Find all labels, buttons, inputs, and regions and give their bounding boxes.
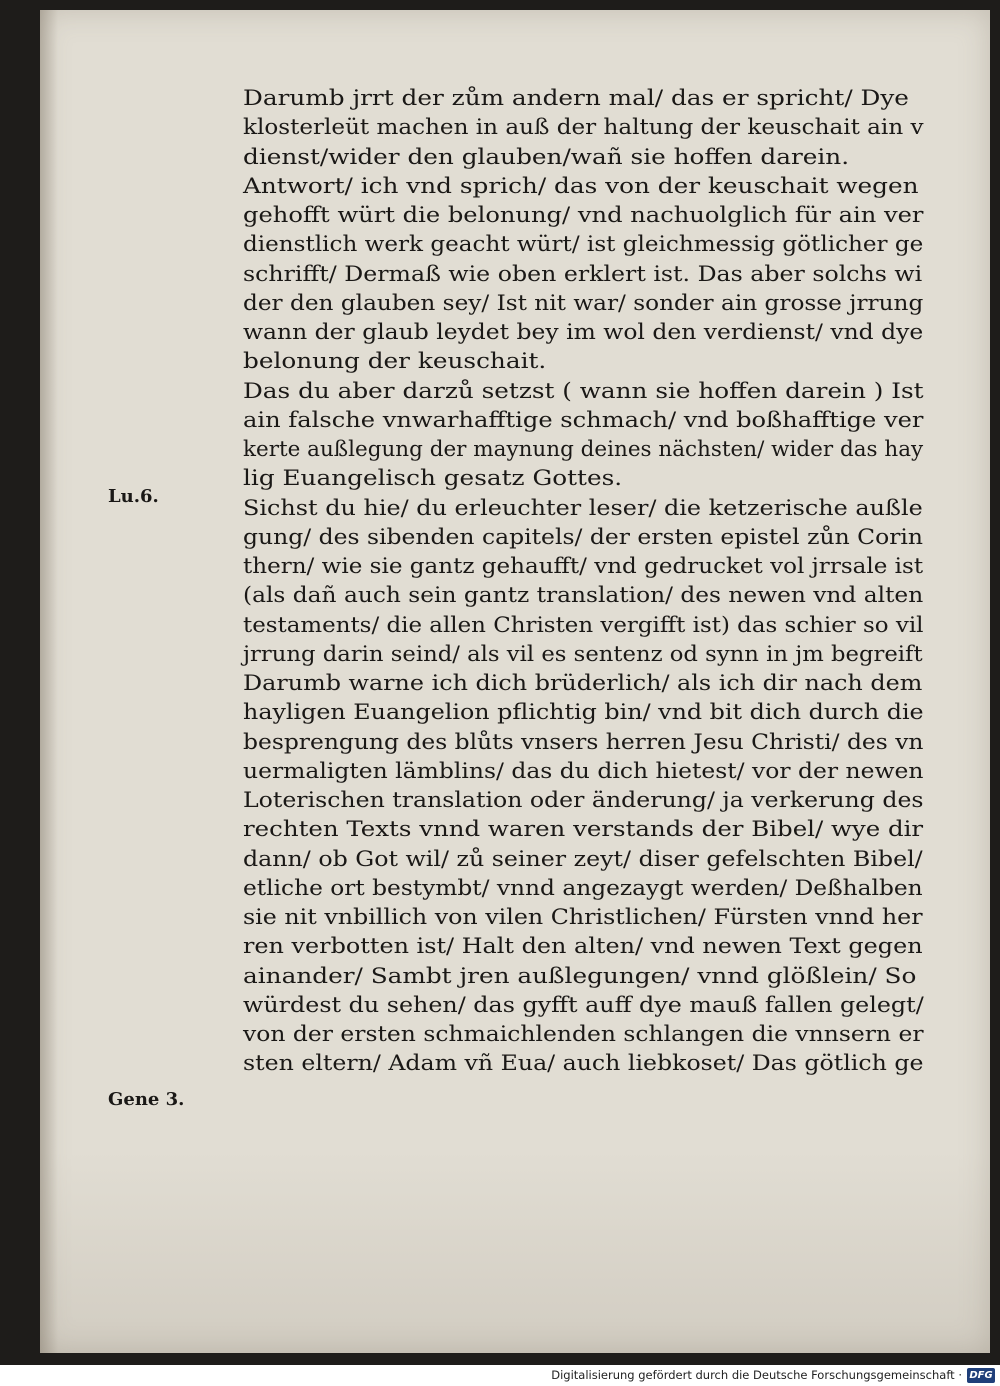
text-line: testaments/ die allen Christen vergifft ist) das schier so vil	[243, 612, 924, 638]
text-line: etliche ort bestymbt/ vnnd angezaygt werden/ Deßhalben	[243, 875, 923, 901]
text-line: schrifft/ Dermaß wie oben erklert ist. Das aber solchs wi	[243, 261, 923, 287]
text-line: sie nit vnbillich von vilen Christlichen/ Fürsten vnnd her	[243, 905, 923, 930]
text-line: dienst/wider den glauben/wañ sie hoffen darein.	[243, 144, 850, 170]
text-line: der den glauben sey/ Ist nit war/ sonder ain grosse jrrung	[243, 290, 924, 316]
digitization-credit: Digitalisierung gefördert durch die Deutsche Forschungsgemeinschaft ·	[551, 1368, 962, 1382]
text-line: ain falsche vnwarhafftige schmach/ vnd boßhafftige ver	[243, 407, 924, 433]
text-line: belonung der keuschait.	[243, 349, 547, 375]
text-line: Sichst du hie/ du erleuchter leser/ die ketzerische außle	[243, 495, 923, 521]
text-line: ren verbotten ist/ Halt den alten/ vnd newen Text gegen	[243, 934, 923, 960]
text-line: von der ersten schmaichlenden schlangen die vnnsern er	[243, 1022, 924, 1047]
margin-note-gene: Gene 3.	[108, 1089, 185, 1110]
text-line: thern/ wie sie gantz gehaufft/ vnd gedrucket vol jrrsale ist	[243, 554, 924, 579]
text-line: wann der glaub leydet bey im wol den verdienst/ vnd dye	[243, 320, 924, 345]
text-line: gehofft würt die belonung/ vnd nachuolglich für ain ver	[243, 203, 924, 228]
text-line: kerte außlegung der maynung deines nächsten/ wider das hay	[243, 437, 924, 462]
text-line: Loterischen translation oder änderung/ ja verkerung des	[243, 788, 924, 813]
text-line: Das du aber darzů setzst ( wann sie hoffen darein ) Ist	[243, 378, 924, 404]
text-line: Darumb jrrt der zům andern mal/ das er spricht/ Dye	[243, 86, 909, 111]
text-line: dann/ ob Got wil/ zů seiner zeyt/ diser gefelschten Bibel/	[243, 846, 923, 872]
margin-note-lu: Lu.6.	[108, 486, 159, 507]
text-line: hayligen Euangelion pflichtig bin/ vnd bit dich durch die	[243, 700, 924, 726]
text-line: sten eltern/ Adam vñ Eua/ auch liebkoset/ Das götlich ge	[243, 1051, 924, 1077]
page-text-block	[243, 84, 923, 1079]
text-line: besprengung des blůts vnsers herren Jesu Christi/ des vn	[243, 729, 924, 755]
text-line: Antwort/ ich vnd sprich/ das von der keuschait wegen	[243, 173, 919, 199]
text-line: dienstlich werk geacht würt/ ist gleichmessig götlicher ge	[243, 232, 924, 258]
text-line: würdest du sehen/ das gyfft auff dye mauß fallen gelegt/	[243, 992, 924, 1018]
text-line: Darumb warne ich dich brüderlich/ als ich dir nach dem	[243, 671, 923, 696]
text-line: uermaligten lämblins/ das du dich hietest/ vor der newen	[243, 758, 924, 784]
text-line: klosterleüt machen in auß der haltung der keuschait ain v	[243, 115, 924, 141]
text-line: rechten Texts vnnd waren verstands der Bibel/ wye dir	[243, 817, 924, 843]
text-line: ainander/ Sambt jren außlegungen/ vnnd glößlein/ So	[243, 963, 917, 989]
text-line: lig Euangelisch gesatz Gottes.	[243, 466, 623, 492]
text-line: (als dañ auch sein gantz translation/ des newen vnd alten	[243, 583, 924, 609]
text-line: jrrung darin seind/ als vil es sentenz od synn in jm begreift	[243, 641, 923, 667]
dfg-logo: DFG	[967, 1368, 995, 1383]
text-line: gung/ des sibenden capitels/ der ersten epistel zůn Corin	[243, 524, 924, 550]
